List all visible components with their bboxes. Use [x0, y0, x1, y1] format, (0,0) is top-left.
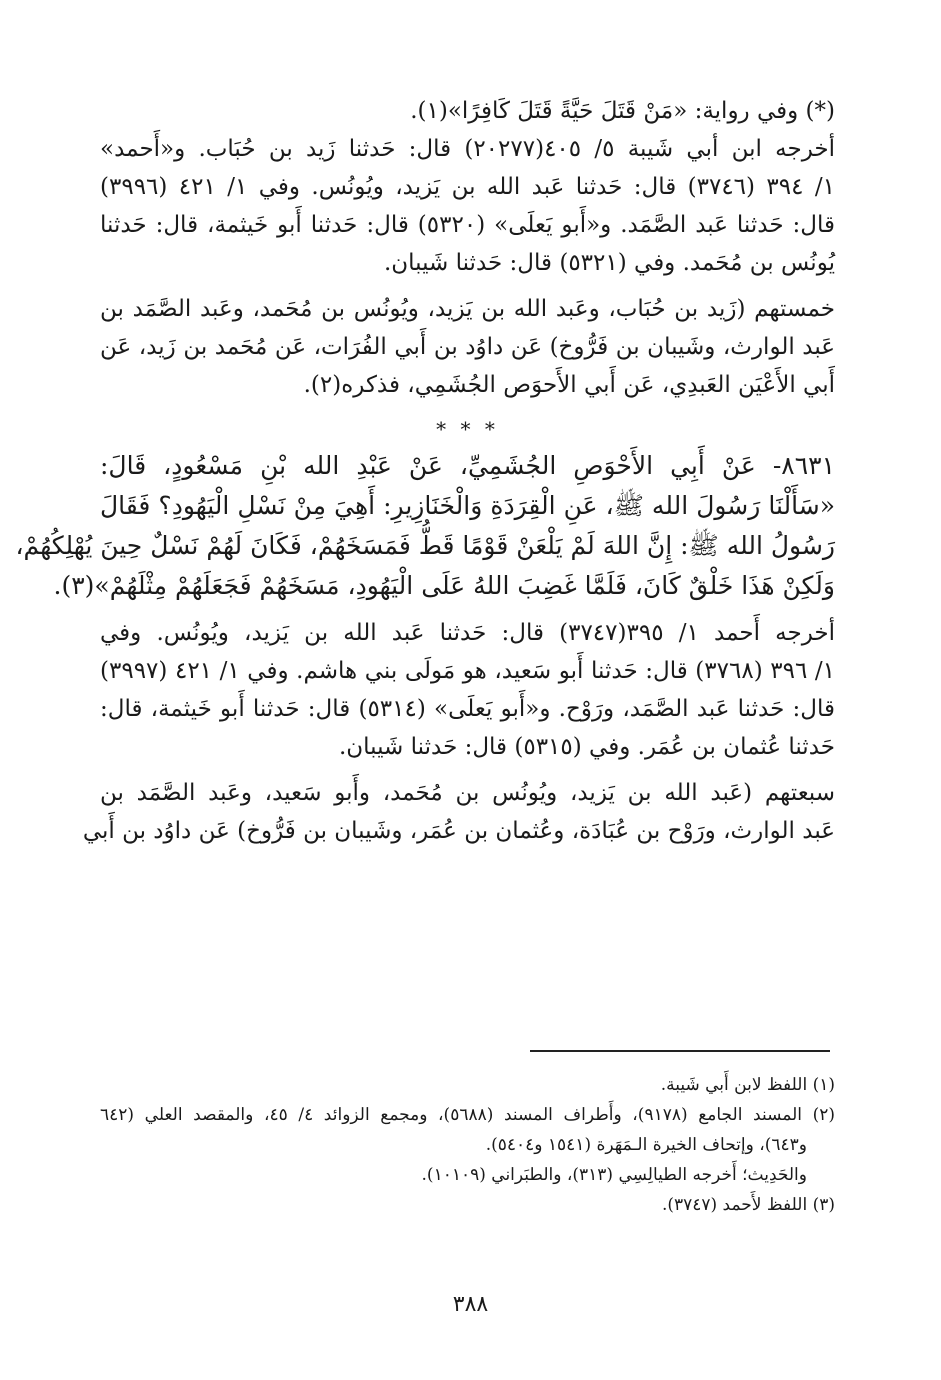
text-line: قال: حَدثنا عَبد الصَّمَد، ورَوْح. و«أَبو يَعلَى» (٥٣١٤) قال: حَدثنا أَبو خَيثمة، قال: [100, 696, 835, 722]
hadith-text [15, 446, 835, 606]
hadith-line: ٨٦٣١- عَنْ أَبِي الأَحْوَصِ الجُشَمِيِّ، عَنْ عَبْدِ الله بْنِ مَسْعُودٍ، قَالَ: [100, 451, 835, 480]
text-line: سبعتهم (عَبد الله بن يَزيد، ويُونُس بن مُحَمد، وأَبو سَعيد، وعَبد الصَّمَد بن [100, 780, 835, 806]
paragraph-4 [82, 774, 835, 850]
footnote-continuation: والحَدِيث؛ أَخرجه الطيالِسِي (٣١٣)، والطبَراني (١٠١٠٩). [421, 1165, 807, 1185]
hadith-line: رَسُولُ الله ﷺ: إِنَّ اللهَ لَمْ يَلْعَنْ قَوْمًا قَطُّ فَمَسَخَهُمْ، فَكَانَ لَهُمْ نَسْلٌ حِينَ يُهْلِكُهُمْ، [15, 531, 835, 560]
footnote-divider [530, 1050, 830, 1052]
hadith-line: «سَأَلْنَا رَسُولَ الله ﷺ، عَنِ الْقِرَدَةِ وَالْخَنَازِيرِ: أَهِيَ مِنْ نَسْلِ الْيَهُودِ؟ فَقَالَ [100, 491, 835, 520]
text-line: أخرجه أَحمد ١/ ٣٩٥(٣٧٤٧) قال: حَدثنا عَبد الله بن يَزيد، ويُونُس. وفي [100, 620, 836, 646]
main-text [15, 92, 836, 858]
text-line: عَبد الوارث، ورَوْح بن عُبَادَة، وعُثمان بن عُمَر، وشَيبان بن فَرُّوخ) عَن داوُد بن أَبي [82, 818, 835, 844]
text-line: (*) وفي رواية: «مَنْ قَتَلَ حَيَّةً قَتَلَ كَافِرًا»(١). [410, 98, 835, 124]
page-number: ٣٨٨ [452, 1292, 489, 1317]
text-line: قال: حَدثنا عَبد الصَّمَد. و«أَبو يَعلَى» (٥٣٢٠) قال: حَدثنا أَبو خَيثمة، قال: حَدثنا [100, 212, 835, 238]
footnote: (١) اللفظ لابن أَبي شَيبة. [660, 1075, 835, 1095]
paragraph-3 [100, 614, 835, 766]
paragraph-1 [100, 92, 835, 282]
footnotes [100, 1070, 835, 1220]
text-line: ١/ ٣٩٤ (٣٧٤٦) قال: حَدثنا عَبد الله بن يَزيد، ويُونُس. وفي ١/ ٤٢١ (٣٩٩٦) [100, 174, 835, 200]
hadith-line: وَلَكِنْ هَذَا خَلْقٌ كَانَ، فَلَمَّا غَضِبَ اللهُ عَلَى الْيَهُودِ، مَسَخَهُمْ فَجَعَلَهُمْ مِثْلَهُمْ»(٣). [53, 571, 835, 600]
text-line: خمستهم (زَيد بن حُبَاب، وعَبد الله بن يَزيد، ويُونُس بن مُحَمد، وعَبد الصَّمَد بن [100, 296, 835, 322]
text-line: أخرجه ابن أبي شَيبة ٥/ ٤٠٥(٢٠٢٧٧) قال: حَدثنا زَيد بن حُبَاب. و«أَحمد» [100, 136, 835, 162]
text-line: حَدثنا عُثمان بن عُمَر. وفي (٥٣١٥) قال: حَدثنا شَيبان. [338, 734, 835, 760]
paragraph-2 [100, 290, 835, 404]
footnote-continuation: و٦٤٣)، وإتحاف الخيرة الـمَهَرة (١٥٤١ و٥٤٠٤). [485, 1135, 807, 1155]
section-separator: * * * [436, 417, 499, 441]
footnote: (٣) اللفظ لأَحمد (٣٧٤٧). [661, 1195, 835, 1215]
text-line: أَبي الأَعْيَن العَبدِي، عَن أَبي الأَحوَص الجُشَمِي، فذكره(٢). [303, 372, 835, 398]
text-line: عَبد الوارث، وشَيبان بن فَرُّوخ) عَن داوُد بن أَبي الفُرَات، عَن مُحَمد بن زَيد، عَن [100, 334, 835, 360]
text-line: ١/ ٣٩٦ (٣٧٦٨) قال: حَدثنا أَبو سَعيد، هو مَولَى بني هاشم. وفي ١/ ٤٢١ (٣٩٩٧) [100, 658, 835, 684]
footnote: (٢) المسند الجامع (٩١٧٨)، وأَطراف المسند (٥٦٨٨)، ومجمع الزوائد ٤/ ٤٥، والمقصد العلي (٦٤٢ [100, 1105, 835, 1125]
text-line: يُونُس بن مُحَمد. وفي (٥٣٢١) قال: حَدثنا شَيبان. [383, 250, 835, 276]
